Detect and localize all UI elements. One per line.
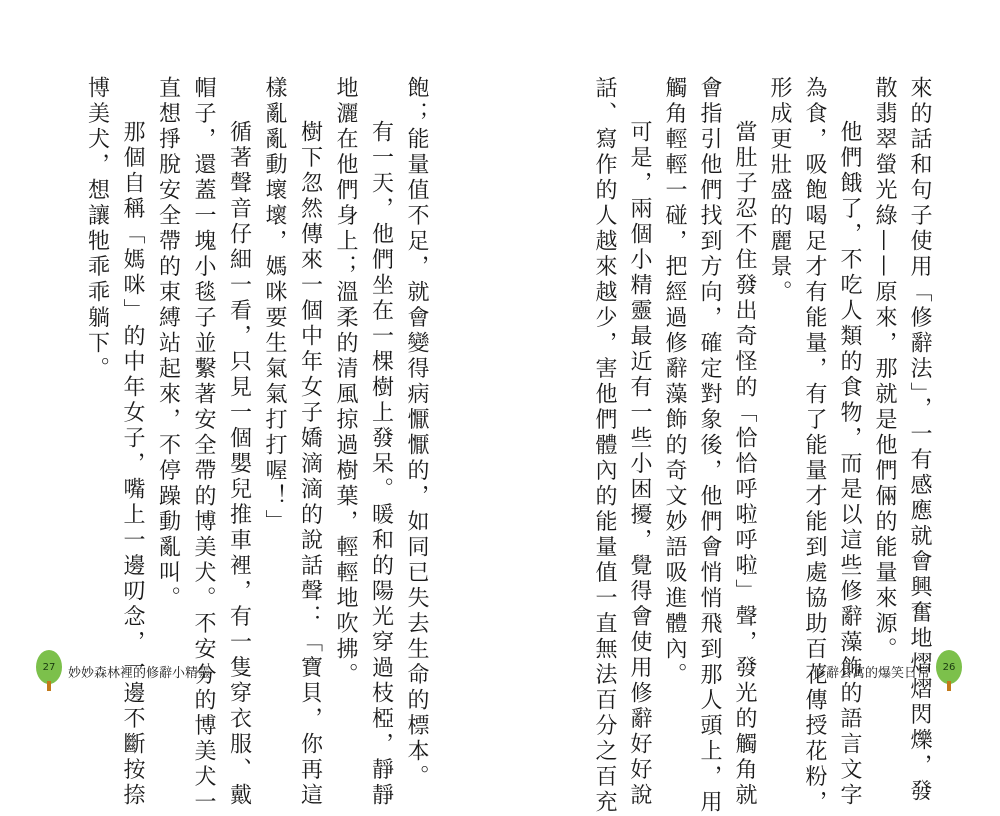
text-column: 形成更壯盛的麗景。 (767, 76, 792, 306)
text-column: 樹下忽然傳來一個中年女子嬌滴滴的說話聲：「寶貝，你再這 (297, 120, 323, 809)
page-number: 26 (942, 661, 956, 673)
text-column: 循著聲音仔細一看，只見一個嬰兒推車裡，有一隻穿衣服、戴 (226, 120, 252, 809)
text-column: 直想掙脫安全帶的束縛站起來，不停躁動亂叫。 (155, 76, 181, 612)
running-title: 修辭公寓的爆笑日常 (812, 665, 930, 681)
text-column: 樣亂亂動壞壞，媽咪要生氣氣打打喔！」 (262, 76, 287, 535)
page-number: 27 (42, 661, 56, 673)
right-page (500, 0, 1000, 816)
text-column: 那個自稱「媽咪」的中年女子，嘴上一邊叨念，一邊不斷按捺 (120, 120, 145, 809)
text-column: 為食，吸飽喝足才有能量，有了能量才能到處協助百花傳授花粉， (802, 76, 827, 816)
running-title: 妙妙森林裡的修辭小精靈 (68, 665, 212, 681)
text-column: 地灑在他們身上；溫柔的清風掠過樹葉，輕輕地吹拂。 (333, 76, 358, 688)
text-column: 可是，兩個小精靈最近有一些小困擾，覺得會使用修辭好好說 (627, 120, 652, 809)
tree-page-number-icon (36, 650, 62, 692)
text-column: 觸角輕輕一碰，把經過修辭藻飾的奇文妙語吸進體內。 (662, 76, 687, 688)
right-page-footer (813, 650, 962, 692)
left-page-footer (36, 650, 211, 692)
text-column: 會指引他們找到方向，確定對象後，他們會悄悄飛到那人頭上，用 (697, 76, 722, 816)
text-column: 散翡翠螢光綠——原來，那就是他們倆的能量來源。 (872, 76, 897, 663)
tree-page-number-icon (936, 650, 962, 692)
text-column: 當肚子忍不住發出奇怪的「恰恰呼啦呼啦」聲，發光的觸角就 (732, 120, 757, 809)
text-column: 來的話和句子使用「修辭法」，一有感應就會興奮地熠熠閃爍，發 (907, 76, 932, 805)
text-column: 有一天，他們坐在一棵樹上發呆。暖和的陽光穿過枝椏，靜靜 (368, 120, 394, 809)
text-column: 話、寫作的人越來越少，害他們體內的能量值一直無法百分之百充 (592, 76, 617, 816)
text-column: 帽子，還蓋一塊小毯子並繫著安全帶的博美犬。不安分的博美犬一 (191, 76, 216, 816)
text-column: 飽；能量值不足，就會變得病懨懨的，如同已失去生命的標本。 (404, 76, 429, 790)
text-column: 他們餓了，不吃人類的食物，而是以這些修辭藻飾的語言文字 (837, 120, 862, 809)
text-column: 博美犬，想讓牠乖乖躺下。 (84, 76, 110, 382)
